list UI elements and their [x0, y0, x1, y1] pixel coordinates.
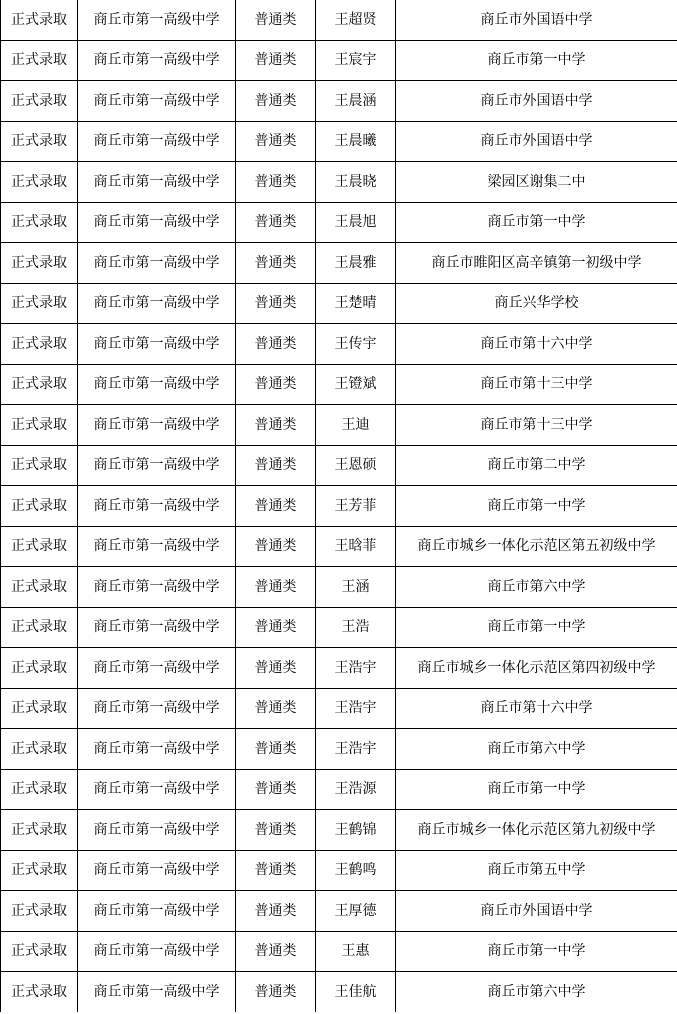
admitted-school-cell: 商丘市第一高级中学 [78, 81, 236, 122]
table-row [1, 40, 677, 81]
status-cell: 正式录取 [1, 769, 78, 810]
admitted-school-cell: 商丘市第一高级中学 [78, 486, 236, 527]
category-cell: 普通类 [236, 486, 316, 527]
admitted-school-cell: 商丘市第一高级中学 [78, 202, 236, 243]
graduated-school-cell: 商丘市第五中学 [396, 850, 677, 891]
admitted-school-cell: 商丘市第一高级中学 [78, 324, 236, 365]
category-cell: 普通类 [236, 445, 316, 486]
category-cell: 普通类 [236, 243, 316, 284]
table-row [1, 850, 677, 891]
student-name-cell: 王浩宇 [316, 648, 396, 689]
status-cell: 正式录取 [1, 283, 78, 324]
graduated-school-cell: 商丘市第二中学 [396, 445, 677, 486]
table-row [1, 607, 677, 648]
student-name-cell: 王恩硕 [316, 445, 396, 486]
status-cell: 正式录取 [1, 162, 78, 203]
table-row [1, 891, 677, 932]
admitted-school-cell: 商丘市第一高级中学 [78, 648, 236, 689]
category-cell: 普通类 [236, 405, 316, 446]
table-row [1, 769, 677, 810]
status-cell: 正式录取 [1, 486, 78, 527]
table-row [1, 567, 677, 608]
status-cell: 正式录取 [1, 0, 78, 40]
category-cell: 普通类 [236, 0, 316, 40]
student-name-cell: 王浩 [316, 607, 396, 648]
table-row [1, 810, 677, 851]
student-name-cell: 王晨旭 [316, 202, 396, 243]
student-name-cell: 王浩源 [316, 769, 396, 810]
status-cell: 正式录取 [1, 688, 78, 729]
graduated-school-cell: 商丘市外国语中学 [396, 891, 677, 932]
table-row [1, 526, 677, 567]
table-row [1, 729, 677, 770]
table-row [1, 486, 677, 527]
status-cell: 正式录取 [1, 202, 78, 243]
category-cell: 普通类 [236, 364, 316, 405]
category-cell: 普通类 [236, 891, 316, 932]
graduated-school-cell: 商丘市第一中学 [396, 931, 677, 972]
status-cell: 正式录取 [1, 243, 78, 284]
status-cell: 正式录取 [1, 648, 78, 689]
category-cell: 普通类 [236, 729, 316, 770]
student-name-cell: 王晨晓 [316, 162, 396, 203]
graduated-school-cell: 商丘市第六中学 [396, 972, 677, 1012]
status-cell: 正式录取 [1, 81, 78, 122]
category-cell: 普通类 [236, 931, 316, 972]
student-name-cell: 王浩宇 [316, 729, 396, 770]
student-name-cell: 王浩宇 [316, 688, 396, 729]
admitted-school-cell: 商丘市第一高级中学 [78, 364, 236, 405]
status-cell: 正式录取 [1, 972, 78, 1012]
category-cell: 普通类 [236, 607, 316, 648]
graduated-school-cell: 梁园区谢集二中 [396, 162, 677, 203]
graduated-school-cell: 商丘市第六中学 [396, 729, 677, 770]
student-name-cell: 王晨雅 [316, 243, 396, 284]
graduated-school-cell: 商丘兴华学校 [396, 283, 677, 324]
admitted-school-cell: 商丘市第一高级中学 [78, 162, 236, 203]
student-name-cell: 王迪 [316, 405, 396, 446]
status-cell: 正式录取 [1, 729, 78, 770]
category-cell: 普通类 [236, 162, 316, 203]
table-row [1, 162, 677, 203]
graduated-school-cell: 商丘市第一中学 [396, 202, 677, 243]
table-row [1, 688, 677, 729]
admitted-school-cell: 商丘市第一高级中学 [78, 121, 236, 162]
student-name-cell: 王晨涵 [316, 81, 396, 122]
admitted-school-cell: 商丘市第一高级中学 [78, 526, 236, 567]
student-name-cell: 王传宇 [316, 324, 396, 365]
table-row [1, 972, 677, 1012]
admitted-school-cell: 商丘市第一高级中学 [78, 769, 236, 810]
graduated-school-cell: 商丘市外国语中学 [396, 121, 677, 162]
student-name-cell: 王晗菲 [316, 526, 396, 567]
admitted-school-cell: 商丘市第一高级中学 [78, 891, 236, 932]
graduated-school-cell: 商丘市城乡一体化示范区第五初级中学 [396, 526, 677, 567]
status-cell: 正式录取 [1, 567, 78, 608]
status-cell: 正式录取 [1, 891, 78, 932]
status-cell: 正式录取 [1, 405, 78, 446]
category-cell: 普通类 [236, 324, 316, 365]
category-cell: 普通类 [236, 810, 316, 851]
table-row [1, 243, 677, 284]
status-cell: 正式录取 [1, 445, 78, 486]
graduated-school-cell: 商丘市外国语中学 [396, 0, 677, 40]
table-row [1, 324, 677, 365]
graduated-school-cell: 商丘市城乡一体化示范区第四初级中学 [396, 648, 677, 689]
graduated-school-cell: 商丘市第一中学 [396, 607, 677, 648]
student-name-cell: 王镫斌 [316, 364, 396, 405]
table-row [1, 0, 677, 40]
status-cell: 正式录取 [1, 931, 78, 972]
table-row [1, 202, 677, 243]
status-cell: 正式录取 [1, 324, 78, 365]
category-cell: 普通类 [236, 526, 316, 567]
table-row [1, 445, 677, 486]
table-row [1, 364, 677, 405]
graduated-school-cell: 商丘市第一中学 [396, 486, 677, 527]
table-row [1, 648, 677, 689]
admitted-school-cell: 商丘市第一高级中学 [78, 40, 236, 81]
category-cell: 普通类 [236, 648, 316, 689]
student-name-cell: 王鹤鸣 [316, 850, 396, 891]
table-row [1, 405, 677, 446]
category-cell: 普通类 [236, 283, 316, 324]
category-cell: 普通类 [236, 972, 316, 1012]
graduated-school-cell: 商丘市第六中学 [396, 567, 677, 608]
student-name-cell: 王厚德 [316, 891, 396, 932]
admission-table-body [1, 0, 677, 1012]
graduated-school-cell: 商丘市第十三中学 [396, 405, 677, 446]
admitted-school-cell: 商丘市第一高级中学 [78, 931, 236, 972]
admitted-school-cell: 商丘市第一高级中学 [78, 243, 236, 284]
student-name-cell: 王芳菲 [316, 486, 396, 527]
graduated-school-cell: 商丘市外国语中学 [396, 81, 677, 122]
status-cell: 正式录取 [1, 526, 78, 567]
student-name-cell: 王宸宇 [316, 40, 396, 81]
admitted-school-cell: 商丘市第一高级中学 [78, 972, 236, 1012]
admitted-school-cell: 商丘市第一高级中学 [78, 850, 236, 891]
category-cell: 普通类 [236, 769, 316, 810]
status-cell: 正式录取 [1, 121, 78, 162]
admitted-school-cell: 商丘市第一高级中学 [78, 283, 236, 324]
category-cell: 普通类 [236, 121, 316, 162]
student-name-cell: 王楚晴 [316, 283, 396, 324]
student-name-cell: 王涵 [316, 567, 396, 608]
category-cell: 普通类 [236, 40, 316, 81]
category-cell: 普通类 [236, 202, 316, 243]
student-name-cell: 王佳航 [316, 972, 396, 1012]
table-row [1, 121, 677, 162]
table-row [1, 81, 677, 122]
graduated-school-cell: 商丘市第十三中学 [396, 364, 677, 405]
admitted-school-cell: 商丘市第一高级中学 [78, 445, 236, 486]
category-cell: 普通类 [236, 688, 316, 729]
graduated-school-cell: 商丘市第十六中学 [396, 688, 677, 729]
student-name-cell: 王超贤 [316, 0, 396, 40]
admitted-school-cell: 商丘市第一高级中学 [78, 688, 236, 729]
graduated-school-cell: 商丘市城乡一体化示范区第九初级中学 [396, 810, 677, 851]
admitted-school-cell: 商丘市第一高级中学 [78, 567, 236, 608]
student-name-cell: 王鹤锦 [316, 810, 396, 851]
admitted-school-cell: 商丘市第一高级中学 [78, 810, 236, 851]
admitted-school-cell: 商丘市第一高级中学 [78, 729, 236, 770]
category-cell: 普通类 [236, 81, 316, 122]
graduated-school-cell: 商丘市第十六中学 [396, 324, 677, 365]
student-name-cell: 王惠 [316, 931, 396, 972]
admitted-school-cell: 商丘市第一高级中学 [78, 405, 236, 446]
status-cell: 正式录取 [1, 40, 78, 81]
table-row [1, 283, 677, 324]
admitted-school-cell: 商丘市第一高级中学 [78, 0, 236, 40]
status-cell: 正式录取 [1, 810, 78, 851]
status-cell: 正式录取 [1, 607, 78, 648]
category-cell: 普通类 [236, 567, 316, 608]
graduated-school-cell: 商丘市第一中学 [396, 40, 677, 81]
graduated-school-cell: 商丘市睢阳区高辛镇第一初级中学 [396, 243, 677, 284]
student-name-cell: 王晨曦 [316, 121, 396, 162]
status-cell: 正式录取 [1, 850, 78, 891]
status-cell: 正式录取 [1, 364, 78, 405]
admitted-school-cell: 商丘市第一高级中学 [78, 607, 236, 648]
graduated-school-cell: 商丘市第一中学 [396, 769, 677, 810]
category-cell: 普通类 [236, 850, 316, 891]
table-row [1, 931, 677, 972]
